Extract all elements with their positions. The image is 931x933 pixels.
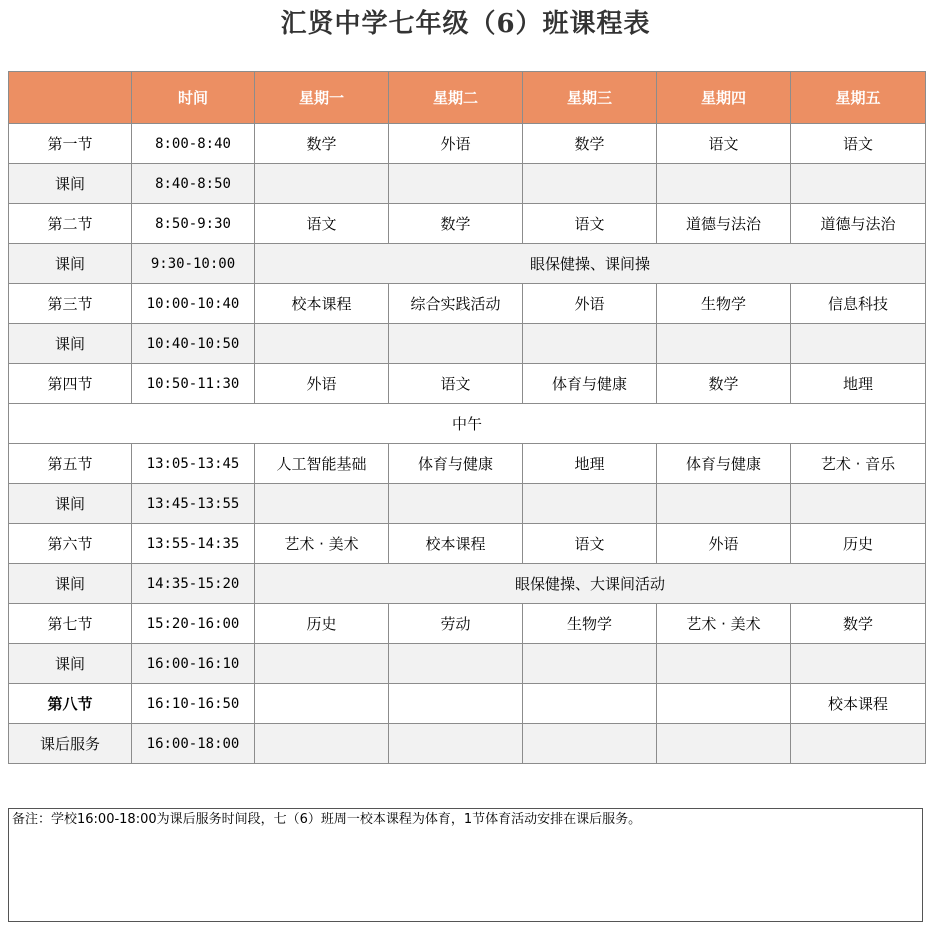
course-cell: 体育与健康: [389, 444, 523, 484]
course-cell: [791, 484, 926, 524]
table-row: [9, 164, 926, 204]
course-cell: [523, 684, 657, 724]
course-cell: [657, 324, 791, 364]
course-cell: 语文: [523, 204, 657, 244]
period-label: 课间: [9, 244, 132, 284]
course-cell: [523, 164, 657, 204]
noon-divider: 中午: [9, 404, 926, 444]
course-cell: 语文: [523, 524, 657, 564]
period-label: 第一节: [9, 124, 132, 164]
course-cell: [791, 644, 926, 684]
course-cell: [255, 484, 389, 524]
course-cell: [255, 684, 389, 724]
period-label: 第四节: [9, 364, 132, 404]
table-row: [9, 564, 926, 604]
break-activity: 眼保健操、大课间活动: [255, 564, 926, 604]
header-corner: [9, 72, 132, 124]
period-label: 课间: [9, 484, 132, 524]
course-cell: [791, 324, 926, 364]
period-time: 10:40-10:50: [132, 324, 255, 364]
course-cell: [389, 484, 523, 524]
course-cell: 信息科技: [791, 284, 926, 324]
table-row: [9, 484, 926, 524]
course-cell: 数学: [255, 124, 389, 164]
schedule-table: [8, 71, 926, 764]
course-cell: [255, 644, 389, 684]
remarks-box: 备注：学校16:00-18:00为课后服务时间段，七（6）班周一校本课程为体育，1节体育活动安排在课后服务。: [8, 808, 923, 922]
period-label: 第七节: [9, 604, 132, 644]
course-cell: [255, 164, 389, 204]
period-label: 课间: [9, 164, 132, 204]
course-cell: 道德与法治: [791, 204, 926, 244]
header-day-fri: 星期五: [791, 72, 926, 124]
table-row: [9, 284, 926, 324]
course-cell: [791, 164, 926, 204]
table-row: [9, 124, 926, 164]
course-cell: 数学: [791, 604, 926, 644]
course-cell: [389, 684, 523, 724]
table-row: [9, 244, 926, 284]
header-day-thu: 星期四: [657, 72, 791, 124]
course-cell: 校本课程: [255, 284, 389, 324]
course-cell: [791, 724, 926, 764]
table-row: [9, 524, 926, 564]
period-time: 13:55-14:35: [132, 524, 255, 564]
course-cell: 数学: [523, 124, 657, 164]
course-cell: [523, 724, 657, 764]
course-cell: [657, 644, 791, 684]
course-cell: [389, 644, 523, 684]
period-label: 课间: [9, 644, 132, 684]
course-cell: 艺术 · 美术: [657, 604, 791, 644]
course-cell: [523, 324, 657, 364]
period-time: 16:00-16:10: [132, 644, 255, 684]
course-cell: 语文: [657, 124, 791, 164]
course-cell: 艺术 · 美术: [255, 524, 389, 564]
period-label: 第八节: [9, 684, 132, 724]
period-time: 8:50-9:30: [132, 204, 255, 244]
course-cell: [523, 484, 657, 524]
course-cell: [657, 484, 791, 524]
table-row: [9, 604, 926, 644]
course-cell: [389, 724, 523, 764]
course-cell: 外语: [255, 364, 389, 404]
course-cell: 数学: [389, 204, 523, 244]
course-cell: [657, 164, 791, 204]
course-cell: 校本课程: [389, 524, 523, 564]
header-day-mon: 星期一: [255, 72, 389, 124]
course-cell: 综合实践活动: [389, 284, 523, 324]
course-cell: 劳动: [389, 604, 523, 644]
period-label: 第二节: [9, 204, 132, 244]
period-label: 第三节: [9, 284, 132, 324]
course-cell: [657, 724, 791, 764]
course-cell: [255, 724, 389, 764]
header-day-tue: 星期二: [389, 72, 523, 124]
table-row: [9, 324, 926, 364]
course-cell: 生物学: [523, 604, 657, 644]
period-time: 13:05-13:45: [132, 444, 255, 484]
period-time: 14:35-15:20: [132, 564, 255, 604]
period-label: 课间: [9, 324, 132, 364]
course-cell: 语文: [255, 204, 389, 244]
period-time: 10:00-10:40: [132, 284, 255, 324]
header-row: [9, 72, 926, 124]
course-cell: [523, 644, 657, 684]
table-row: [9, 364, 926, 404]
table-row: [9, 724, 926, 764]
period-time: 15:20-16:00: [132, 604, 255, 644]
course-cell: 语文: [389, 364, 523, 404]
period-time: 16:10-16:50: [132, 684, 255, 724]
header-time: 时间: [132, 72, 255, 124]
table-row: [9, 684, 926, 724]
period-time: 10:50-11:30: [132, 364, 255, 404]
course-cell: 语文: [791, 124, 926, 164]
course-cell: 历史: [791, 524, 926, 564]
course-cell: 艺术 · 音乐: [791, 444, 926, 484]
course-cell: 历史: [255, 604, 389, 644]
course-cell: 外语: [389, 124, 523, 164]
course-cell: [657, 684, 791, 724]
period-label: 第六节: [9, 524, 132, 564]
period-label: 课后服务: [9, 724, 132, 764]
course-cell: 地理: [791, 364, 926, 404]
course-cell: 外语: [657, 524, 791, 564]
period-label: 第五节: [9, 444, 132, 484]
break-activity: 眼保健操、课间操: [255, 244, 926, 284]
course-cell: 地理: [523, 444, 657, 484]
course-cell: 外语: [523, 284, 657, 324]
table-row: [9, 204, 926, 244]
course-cell: 生物学: [657, 284, 791, 324]
course-cell: 体育与健康: [657, 444, 791, 484]
period-time: 8:00-8:40: [132, 124, 255, 164]
period-time: 13:45-13:55: [132, 484, 255, 524]
course-cell: [389, 324, 523, 364]
course-cell: 体育与健康: [523, 364, 657, 404]
table-row: [9, 444, 926, 484]
course-cell: 数学: [657, 364, 791, 404]
table-row: [9, 644, 926, 684]
course-cell: [255, 324, 389, 364]
table-row: [9, 404, 926, 444]
period-time: 9:30-10:00: [132, 244, 255, 284]
header-day-wed: 星期三: [523, 72, 657, 124]
course-cell: 道德与法治: [657, 204, 791, 244]
course-cell: 人工智能基础: [255, 444, 389, 484]
period-label: 课间: [9, 564, 132, 604]
period-time: 16:00-18:00: [132, 724, 255, 764]
schedule-body: [9, 124, 926, 764]
course-cell: [389, 164, 523, 204]
course-cell: 校本课程: [791, 684, 926, 724]
period-time: 8:40-8:50: [132, 164, 255, 204]
page-title: 汇贤中学七年级（6）班课程表: [280, 9, 651, 39]
